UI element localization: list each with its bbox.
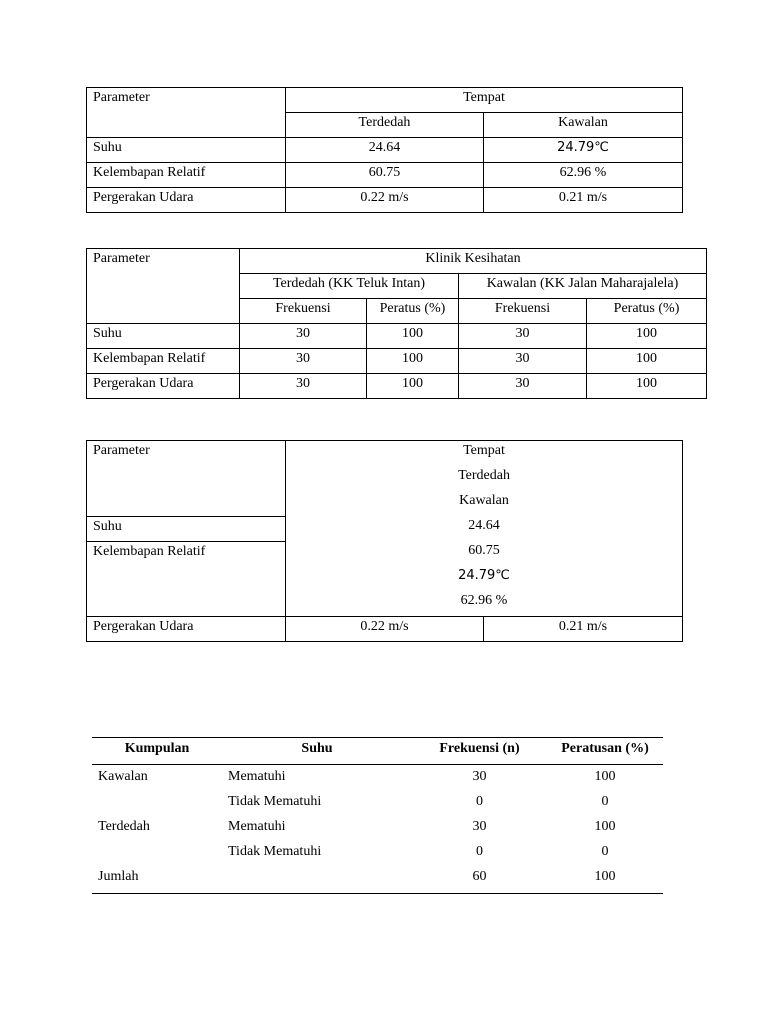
table-row <box>87 324 707 349</box>
cell-pct: 0 <box>601 844 609 859</box>
cell-pct: 100 <box>367 349 459 374</box>
header-parameter: Parameter <box>87 249 240 324</box>
table-row <box>87 163 683 188</box>
cell-terdedah: 0.22 m/s <box>286 617 484 642</box>
table-row <box>87 441 683 517</box>
cell-freq: 30 <box>472 819 487 834</box>
header-frekuensi: Frekuensi <box>240 299 367 324</box>
cell-pct: 100 <box>367 374 459 399</box>
row-param: Pergerakan Udara <box>87 188 286 213</box>
cell-pct: 100 <box>594 769 616 784</box>
table-row-total <box>92 867 663 894</box>
table-tempat <box>86 87 683 213</box>
table-row <box>87 188 683 213</box>
row-param: Kelembapan Relatif <box>87 163 286 188</box>
cell-freq: 30 <box>472 769 487 784</box>
merged-line: 62.96 % <box>460 593 508 608</box>
row-param: Suhu <box>87 517 286 542</box>
header-terdedah: Terdedah <box>286 113 484 138</box>
table-row <box>92 765 663 793</box>
cell-freq: 0 <box>476 794 483 809</box>
cell-freq: 30 <box>459 324 587 349</box>
cell-kawalan: 0.21 m/s <box>484 188 683 213</box>
cell-kawalan: 62.96 % <box>484 163 683 188</box>
cell-freq: 30 <box>459 349 587 374</box>
merged-line: Terdedah <box>458 468 510 483</box>
merged-line: 60.75 <box>468 543 500 558</box>
cell-pct: 100 <box>594 819 616 834</box>
table-row <box>92 817 663 842</box>
cell-suhu: Mematuhi <box>228 769 286 784</box>
table-row <box>92 842 663 867</box>
header-peratusan: Peratusan (%) <box>547 738 663 765</box>
cell-pct: 100 <box>587 374 707 399</box>
header-kawalan-kk: Kawalan (KK Jalan Maharajalela) <box>459 274 707 299</box>
header-parameter: Parameter <box>87 441 286 517</box>
table-klinik-kesihatan <box>86 248 707 399</box>
cell-suhu: Tidak Mematuhi <box>228 794 322 809</box>
header-klinik: Klinik Kesihatan <box>240 249 707 274</box>
cell-pct: 100 <box>547 867 663 894</box>
cell-freq: 0 <box>476 844 483 859</box>
merged-values-cell <box>286 441 683 617</box>
cell-terdedah: 0.22 m/s <box>286 188 484 213</box>
header-terdedah-kk: Terdedah (KK Teluk Intan) <box>240 274 459 299</box>
row-param: Kelembapan Relatif <box>87 542 286 617</box>
header-kumpulan: Kumpulan <box>92 738 222 765</box>
cell-group <box>92 842 222 867</box>
table-header-row <box>87 88 683 113</box>
table-row <box>87 617 683 642</box>
cell-group <box>92 792 222 817</box>
merged-line: Kawalan <box>459 493 509 508</box>
cell-freq: 30 <box>240 324 367 349</box>
cell-pct: 100 <box>587 349 707 374</box>
header-kawalan: Kawalan <box>484 113 683 138</box>
merged-line: Tempat <box>463 443 505 458</box>
cell-suhu: Mematuhi <box>228 819 286 834</box>
table-tempat-malformed <box>86 440 683 642</box>
cell-freq: 60 <box>412 867 547 894</box>
table-header-row <box>87 249 707 274</box>
header-frekuensi: Frekuensi (n) <box>412 738 547 765</box>
cell-terdedah: 24.64 <box>286 138 484 163</box>
merged-line: 24.64 <box>468 518 500 533</box>
row-param: Pergerakan Udara <box>87 617 286 642</box>
table-row <box>87 349 707 374</box>
merged-line: 24.79℃ <box>458 568 510 583</box>
row-param: Pergerakan Udara <box>87 374 240 399</box>
cell-suhu <box>222 867 412 894</box>
table-row <box>87 138 683 163</box>
header-tempat: Tempat <box>286 88 683 113</box>
table-row <box>87 374 707 399</box>
header-peratus: Peratus (%) <box>587 299 707 324</box>
cell-kawalan: 0.21 m/s <box>484 617 683 642</box>
cell-terdedah: 60.75 <box>286 163 484 188</box>
cell-pct: 0 <box>601 794 609 809</box>
table-kumpulan <box>92 737 663 894</box>
table-header-row <box>92 738 663 765</box>
header-peratus: Peratus (%) <box>367 299 459 324</box>
cell-pct: 100 <box>367 324 459 349</box>
cell-group: Terdedah <box>98 819 150 834</box>
table-row <box>92 792 663 817</box>
cell-pct: 100 <box>587 324 707 349</box>
cell-group: Jumlah <box>92 867 222 894</box>
cell-kawalan: 24.79℃ <box>484 138 683 163</box>
row-param: Suhu <box>87 138 286 163</box>
row-param: Suhu <box>87 324 240 349</box>
header-frekuensi: Frekuensi <box>459 299 587 324</box>
cell-freq: 30 <box>240 374 367 399</box>
header-parameter: Parameter <box>87 88 286 138</box>
cell-group: Kawalan <box>98 769 148 784</box>
header-suhu: Suhu <box>222 738 412 765</box>
row-param: Kelembapan Relatif <box>87 349 240 374</box>
cell-freq: 30 <box>459 374 587 399</box>
cell-freq: 30 <box>240 349 367 374</box>
cell-suhu: Tidak Mematuhi <box>228 844 322 859</box>
